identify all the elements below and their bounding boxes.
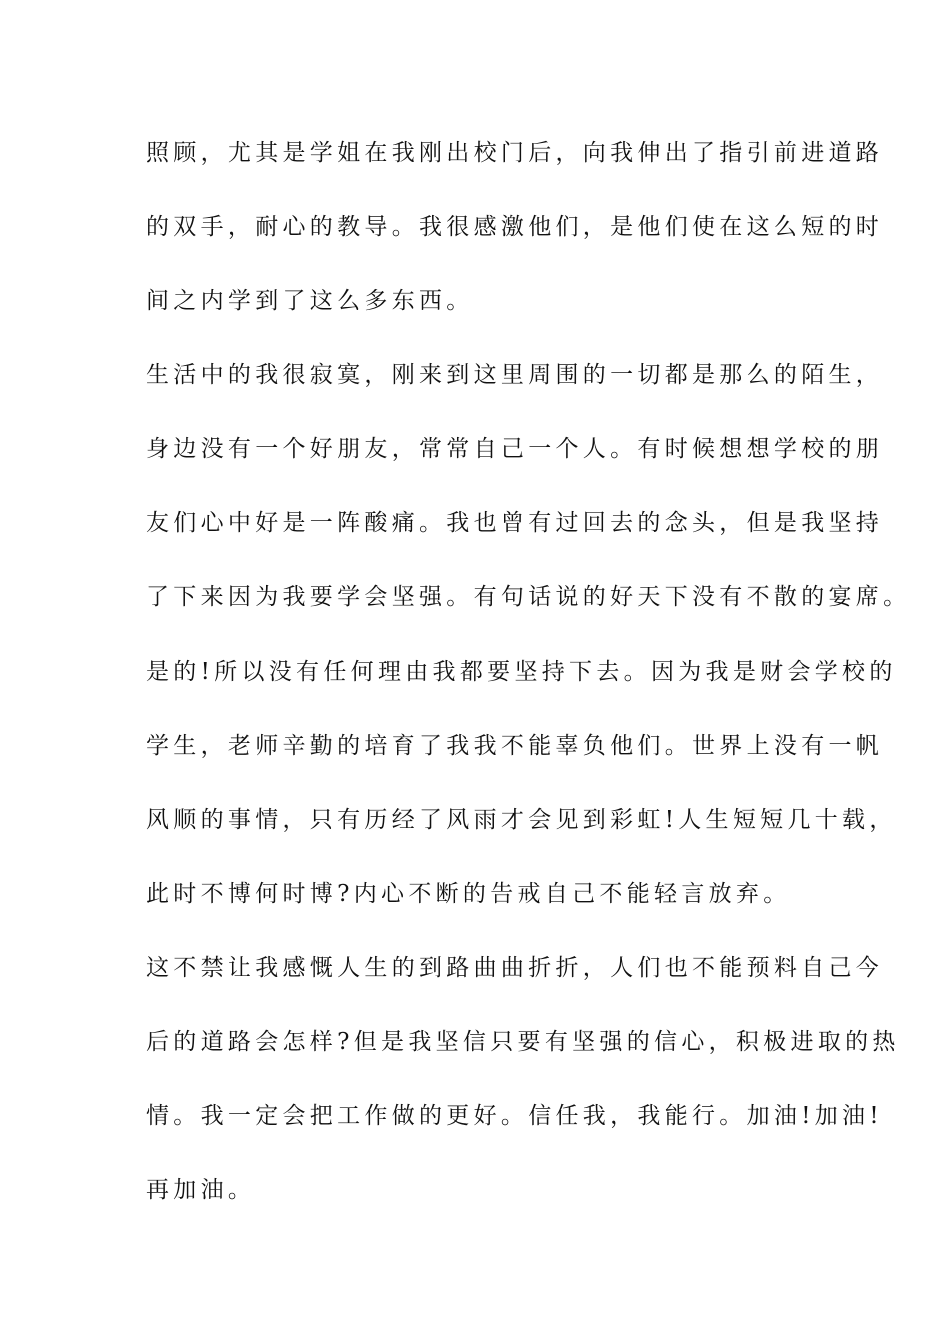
text-line-5: 身边没有一个好朋友，常常自己一个人。有时候想想学校的朋 (146, 436, 884, 462)
text-line-2: 的双手，耐心的教导。我很感激他们，是他们使在这么短的时 (146, 214, 884, 240)
text-line-14: 情。我一定会把工作做的更好。信任我，我能行。加油!加油! (146, 1103, 883, 1129)
text-line-10: 风顺的事情，只有历经了风雨才会见到彩虹!人生短短几十载， (146, 807, 897, 833)
text-line-1: 照顾，尤其是学姐在我刚出校门后，向我伸出了指引前进道路 (146, 140, 884, 166)
text-line-8: 是的!所以没有任何理由我都要坚持下去。因为我是财会学校的 (146, 659, 897, 685)
text-line-6: 友们心中好是一阵酸痛。我也曾有过回去的念头，但是我坚持 (146, 510, 884, 536)
text-line-4: 生活中的我很寂寞，刚来到这里周围的一切都是那么的陌生， (146, 362, 884, 388)
text-line-11: 此时不博何时博?内心不断的告戒自己不能轻言放弃。 (146, 881, 791, 907)
text-line-9: 学生，老师辛勤的培育了我我不能辜负他们。世界上没有一帆 (146, 733, 884, 759)
text-line-3: 间之内学到了这么多东西。 (146, 288, 474, 314)
text-line-12: 这不禁让我感慨人生的到路曲曲折折，人们也不能预料自己今 (146, 955, 884, 981)
text-line-13: 后的道路会怎样?但是我坚信只要有坚强的信心，积极进取的热 (146, 1029, 900, 1055)
text-line-15: 再加油。 (146, 1177, 256, 1203)
text-line-7: 了下来因为我要学会坚强。有句话说的好天下没有不散的宴席。 (146, 584, 911, 610)
